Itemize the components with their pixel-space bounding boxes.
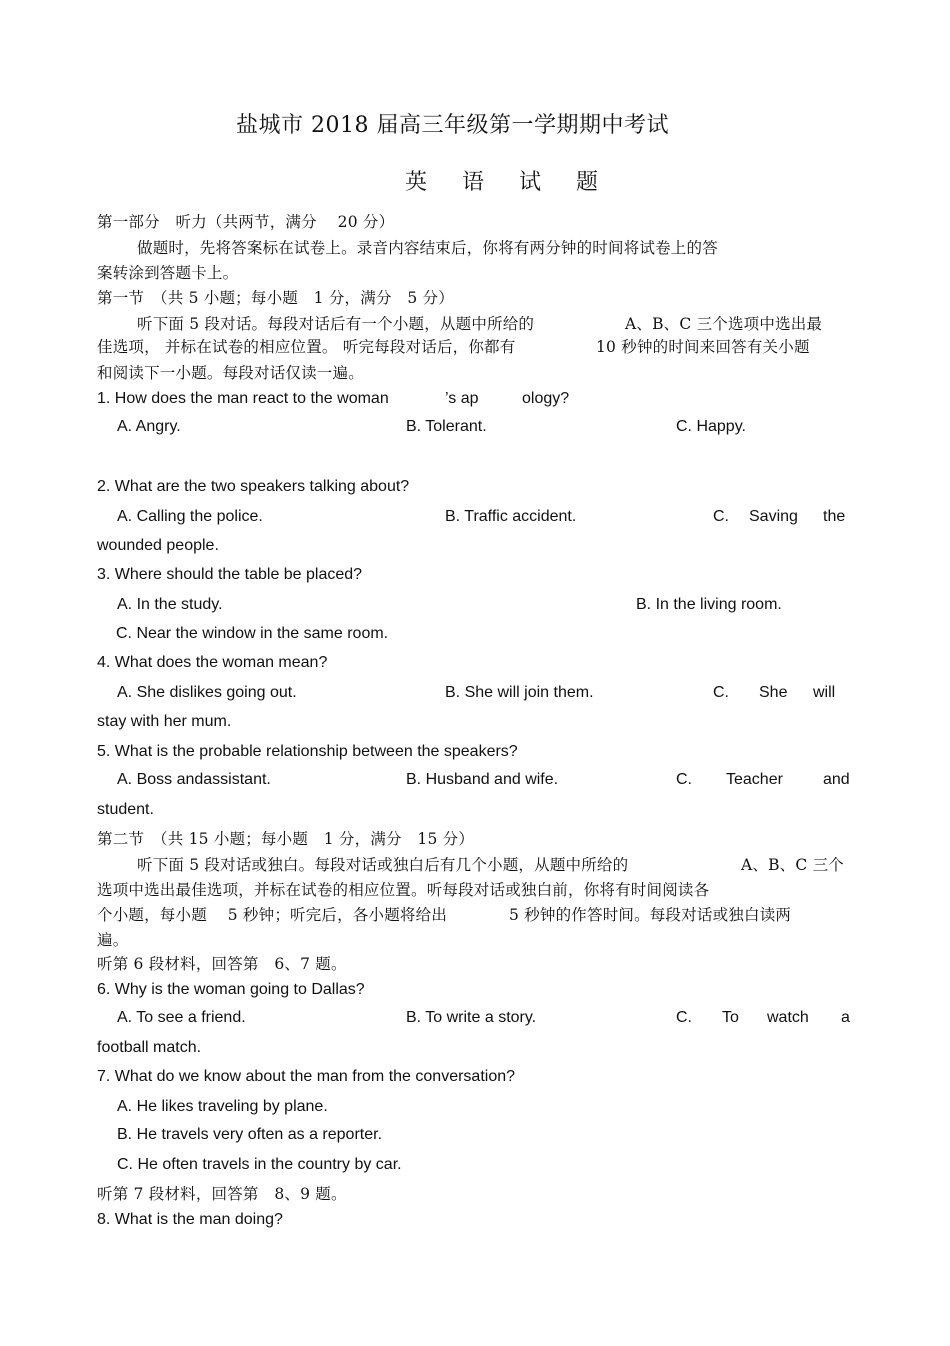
q5-option-c-continued: student.: [97, 801, 154, 818]
q6-option-c-continued: football match.: [97, 1039, 202, 1056]
section2-intro-f: 遍。: [97, 931, 129, 949]
q2-stem: 2. What are the two speakers talking about?: [97, 478, 410, 495]
q4-stem: 4. What does the woman mean?: [97, 654, 328, 671]
section1-heading: 第一节 （共 5 小题；每小题 1 分，满分 5 分）: [97, 289, 454, 307]
q2-option-c-word1: Saving: [749, 508, 798, 525]
section2-intro-c: 选项中选出最佳选项，并标在试卷的相应位置。听每段对话或独白前，你将有时间阅读各: [97, 881, 710, 899]
q2-option-c-continued: wounded people.: [97, 537, 219, 554]
q5-option-a: A. Boss andassistant.: [117, 771, 271, 788]
q4-option-c-label: C.: [713, 684, 729, 701]
q1-stem-a: 1. How does the man react to the woman: [97, 390, 389, 407]
q1-stem-b: ’s ap: [445, 390, 479, 407]
section1-intro-e: 和阅读下一小题。每段对话仅读一遍。: [97, 364, 364, 382]
part1-heading: 第一部分 听力（共两节，满分 20 分）: [97, 213, 395, 231]
section2-intro-a: 听下面 5 段对话或独白。每段对话或独白后有几个小题，从题中所给的: [137, 856, 629, 874]
q7-option-a: A. He likes traveling by plane.: [117, 1098, 328, 1115]
q6-option-c-label: C.: [676, 1009, 692, 1026]
q7-option-b: B. He travels very often as a reporter.: [117, 1126, 383, 1143]
q7-stem: 7. What do we know about the man from the conversation?: [97, 1068, 516, 1085]
q6-option-c-word2: watch: [767, 1009, 809, 1026]
q2-option-b: B. Traffic accident.: [445, 508, 577, 525]
q6-option-c-word3: a: [841, 1009, 850, 1026]
q6-option-b: B. To write a story.: [406, 1009, 537, 1026]
q4-option-c-word2: will: [813, 684, 836, 701]
q2-option-c-label: C.: [713, 508, 729, 525]
q5-option-c-word2: and: [823, 771, 850, 788]
q2-option-c-word2: the: [823, 508, 846, 525]
section1-intro-a: 听下面 5 段对话。每段对话后有一个小题，从题中所给的: [137, 315, 535, 333]
q4-option-c-continued: stay with her mum.: [97, 713, 232, 730]
section1-intro-d: 10 秒钟的时间来回答有关小题: [596, 338, 810, 356]
material6-instruction: 听第 6 段材料，回答第 6、7 题。: [97, 955, 347, 973]
q3-stem: 3. Where should the table be placed?: [97, 566, 363, 583]
q3-option-b: B. In the living room.: [636, 596, 782, 613]
q5-option-c-word1: Teacher: [726, 771, 783, 788]
q4-option-a: A. She dislikes going out.: [117, 684, 297, 701]
q1-option-a: A. Angry.: [117, 418, 181, 435]
q6-stem: 6. Why is the woman going to Dallas?: [97, 981, 365, 998]
q5-stem: 5. What is the probable relationship between the speakers?: [97, 743, 518, 760]
section2-intro-d: 个小题，每小题 5 秒钟；听完后，各小题将给出: [97, 906, 448, 924]
q1-stem-c: ology?: [522, 390, 570, 407]
exam-subtitle: 英 语 试 题: [405, 170, 612, 195]
q2-option-a: A. Calling the police.: [117, 508, 263, 525]
material7-instruction: 听第 7 段材料，回答第 8、9 题。: [97, 1185, 347, 1203]
section2-intro-b: A、B、C 三个: [741, 856, 844, 874]
q1-option-b: B. Tolerant.: [406, 418, 487, 435]
section2-heading: 第二节 （共 15 小题；每小题 1 分，满分 15 分）: [97, 830, 475, 848]
q5-option-b: B. Husband and wife.: [406, 771, 559, 788]
section2-intro-e: 5 秒钟的作答时间。每段对话或独白读两: [509, 906, 792, 924]
q3-option-c: C. Near the window in the same room.: [116, 625, 389, 642]
q4-option-c-word1: She: [759, 684, 788, 701]
q6-option-c-word1: To: [722, 1009, 739, 1026]
q7-option-c: C. He often travels in the country by car.: [117, 1156, 402, 1173]
q5-option-c-label: C.: [676, 771, 692, 788]
q3-option-a: A. In the study.: [117, 596, 223, 613]
q6-option-a: A. To see a friend.: [117, 1009, 246, 1026]
q1-option-c: C. Happy.: [676, 418, 746, 435]
section1-intro-c: 佳选项， 并标在试卷的相应位置。 听完每段对话后，你都有: [97, 338, 516, 356]
part1-intro-line2: 案转涂到答题卡上。: [97, 264, 239, 282]
section1-intro-b: A、B、C 三个选项中选出最: [625, 315, 823, 333]
q8-stem: 8. What is the man doing?: [97, 1211, 283, 1228]
exam-title: 盐城市 2018 届高三年级第一学期期中考试: [236, 113, 669, 138]
q4-option-b: B. She will join them.: [445, 684, 594, 701]
part1-intro-line1: 做题时，先将答案标在试卷上。录音内容结束后，你将有两分钟的时间将试卷上的答: [137, 239, 718, 257]
